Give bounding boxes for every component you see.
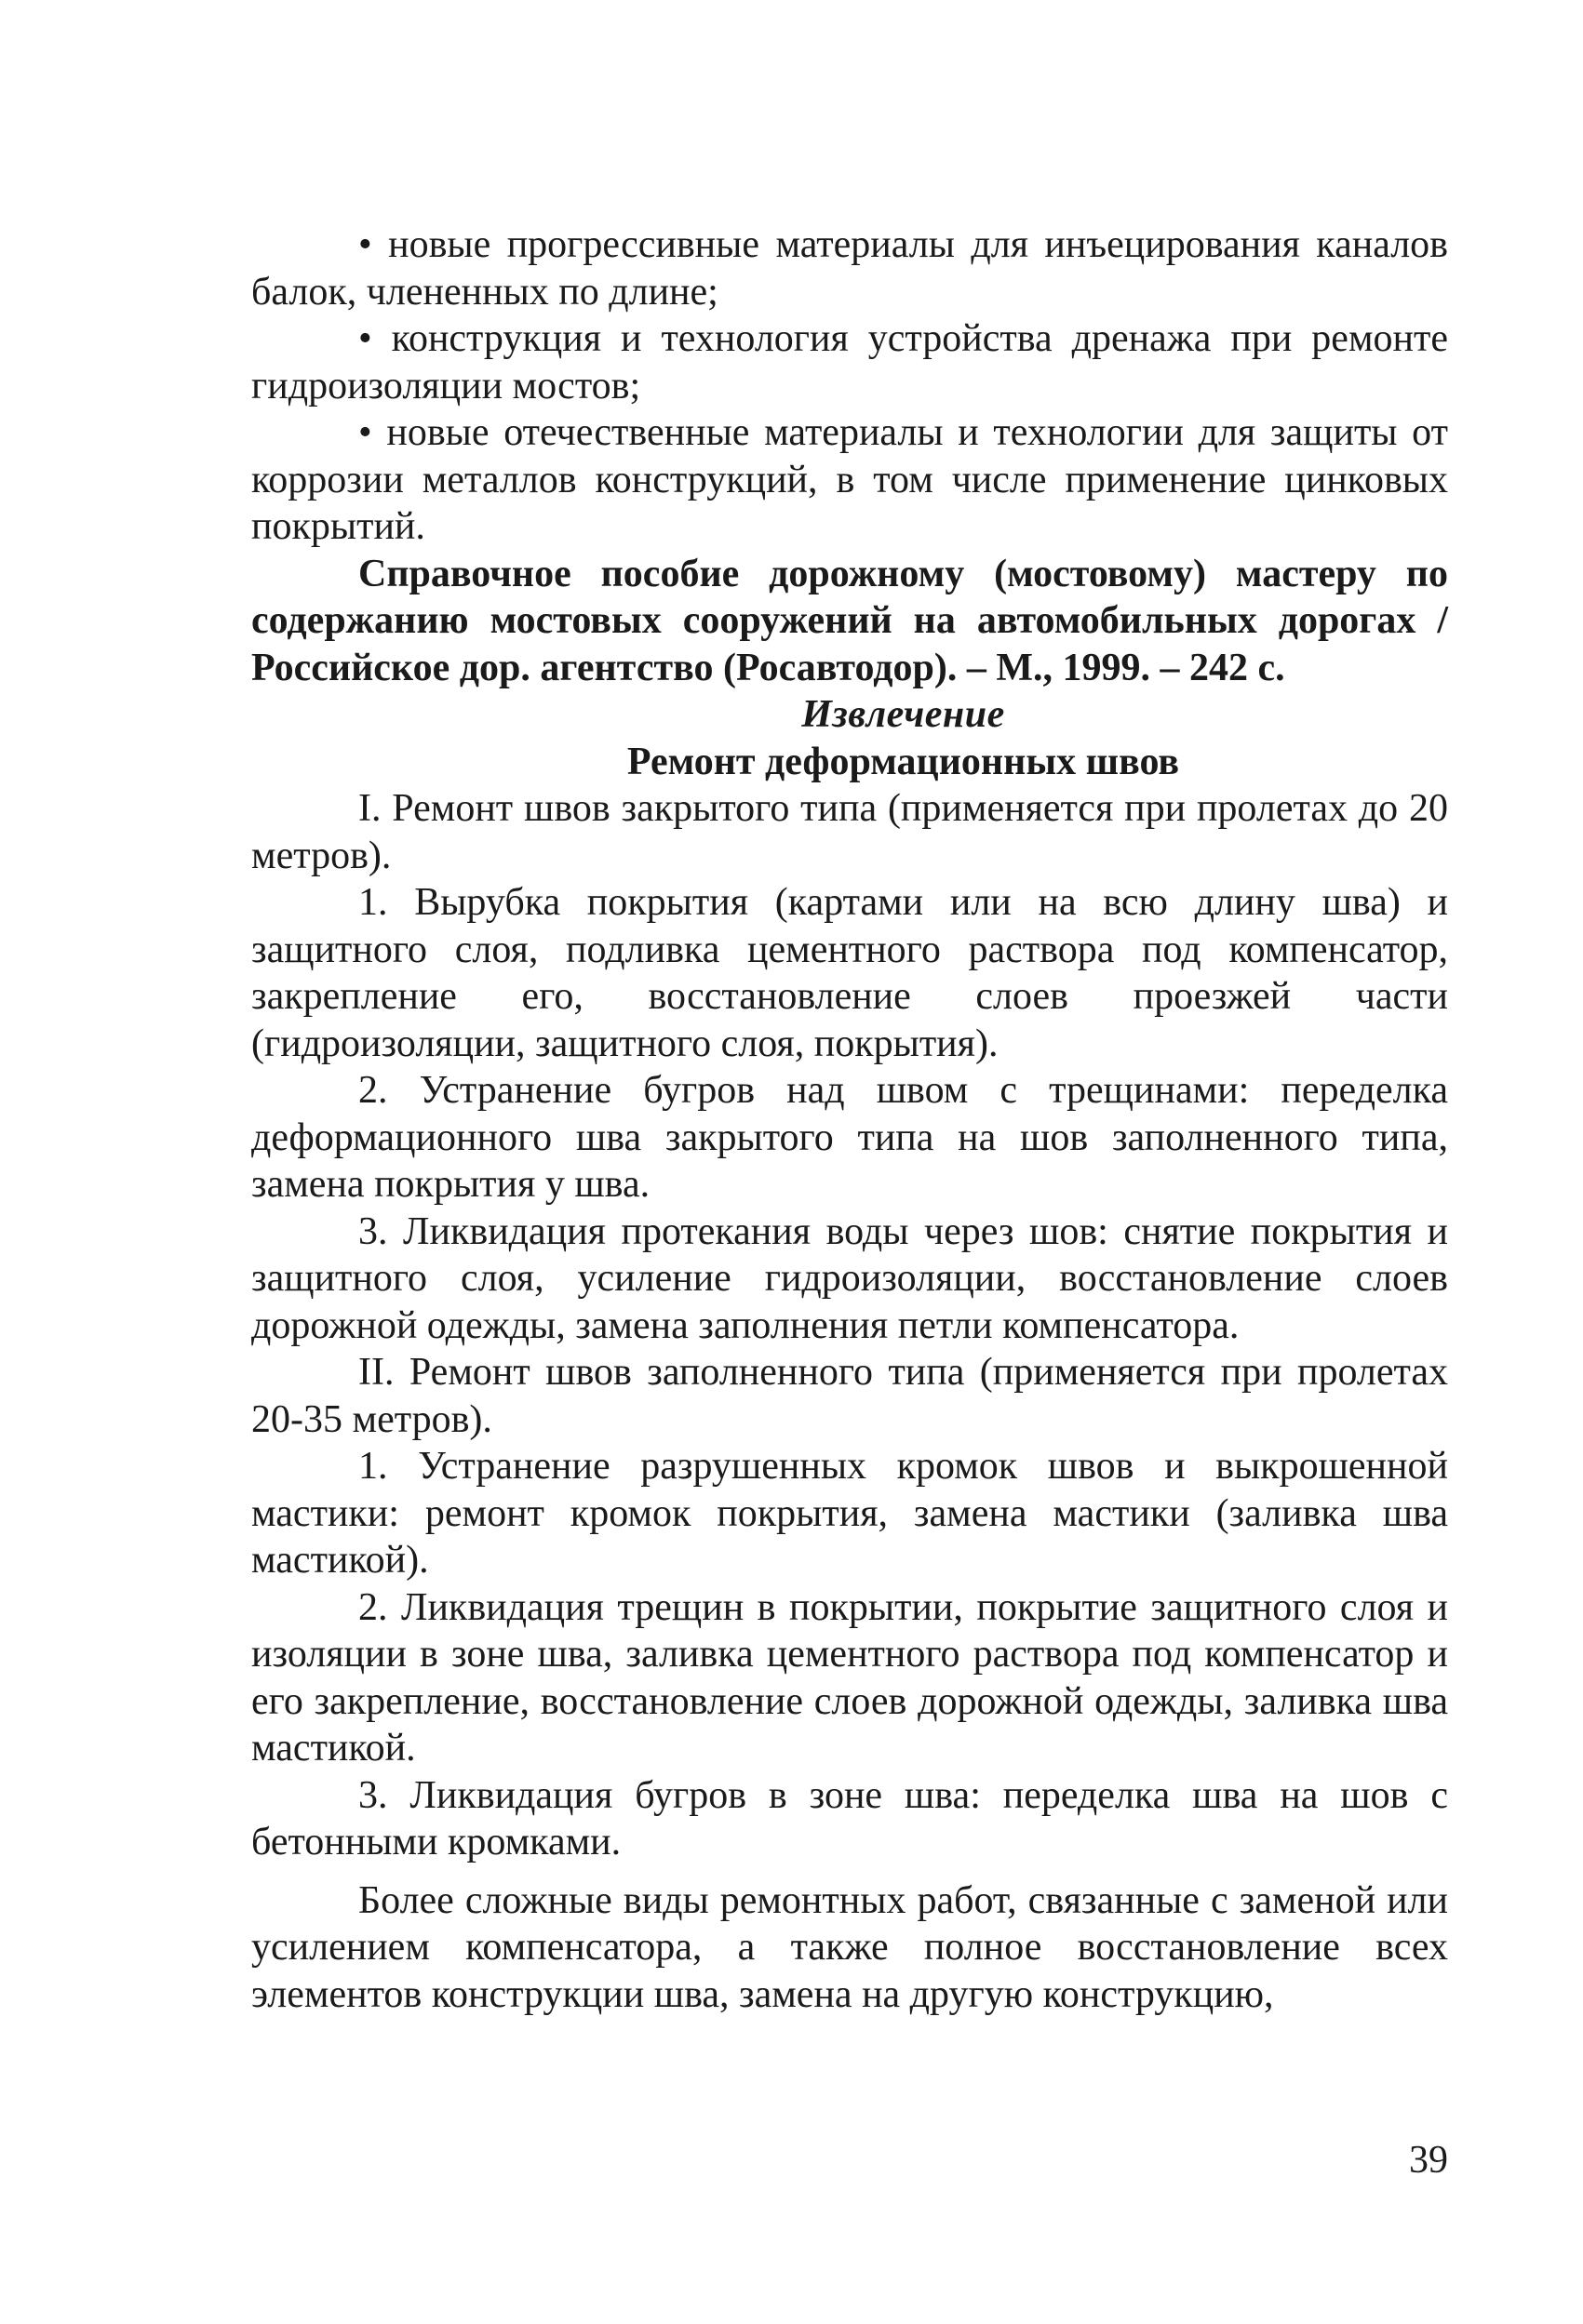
paragraph: 1. Устранение разрушенных кромок швов и выкрошенной мастики: ремонт кромок покрытия, замена мастики (заливка шва мастикой). bbox=[251, 1445, 1448, 1582]
section-heading: Ремонт деформационных швов bbox=[626, 740, 1180, 783]
page-body bbox=[251, 221, 1448, 2018]
paragraph: Более сложные виды ремонтных работ, связанные с заменой или усилением компенсатора, а также полное восстановление всех элементов конструкции шва, замена на другую конструкцию, bbox=[251, 1878, 1448, 2016]
bullet-item: • новые прогрессивные материалы для инъецирования каналов балок, члененных по длине; bbox=[251, 223, 1448, 314]
paragraph: 3. Ликвидация протекания воды через шов: снятие покрытия и защитного слоя, усиление гидроизоляции, восстановление слоев дорожной одежды, замена заполнения петли компенсатора. bbox=[251, 1209, 1448, 1347]
paragraph: 3. Ликвидация бугров в зоне шва: переделка шва на шов с бетонными кромками. bbox=[251, 1773, 1448, 1863]
paragraph: I. Ремонт швов закрытого типа (применяется при пролетах до 20 метров). bbox=[251, 787, 1448, 877]
extract-subtitle: Извлечение bbox=[801, 693, 1005, 736]
bibliographic-reference: Справочное пособие дорожному (мостовому) мастеру по содержанию мостовых сооружений на автомобильных дорогах / Российское дор. агентство (Росавтодор). – М., 1999. – 242 с. bbox=[251, 552, 1448, 689]
bullet-item: • новые отечественные материалы и технологии для защиты от коррозии металлов конструкций, в том числе применение цинковых покрытий. bbox=[251, 411, 1448, 548]
paragraph: 2. Устранение бугров над швом с трещинами: переделка деформационного шва закрытого типа на шов заполненного типа, замена покрытия у шва. bbox=[251, 1069, 1448, 1206]
paragraph: 1. Вырубка покрытия (картами или на всю длину шва) и защитного слоя, подливка цементного раствора под компенсатор, закрепление его, восстановление слоев проезжей части (гидроизоляции, защитного слоя, покрытия). bbox=[251, 881, 1448, 1065]
paragraph: 2. Ликвидация трещин в покрытии, покрытие защитного слоя и изоляции в зоне шва, заливка цементного раствора под компенсатор и его закрепление, восстановление слоев дорожной одежды, заливка шва мастикой. bbox=[251, 1585, 1448, 1770]
bullet-item: • конструкция и технология устройства дренажа при ремонте гидроизоляции мостов; bbox=[251, 317, 1448, 407]
paragraph: II. Ремонт швов заполненного типа (применяется при пролетах 20-35 метров). bbox=[251, 1351, 1448, 1441]
page-number: 39 bbox=[1409, 2139, 1448, 2182]
